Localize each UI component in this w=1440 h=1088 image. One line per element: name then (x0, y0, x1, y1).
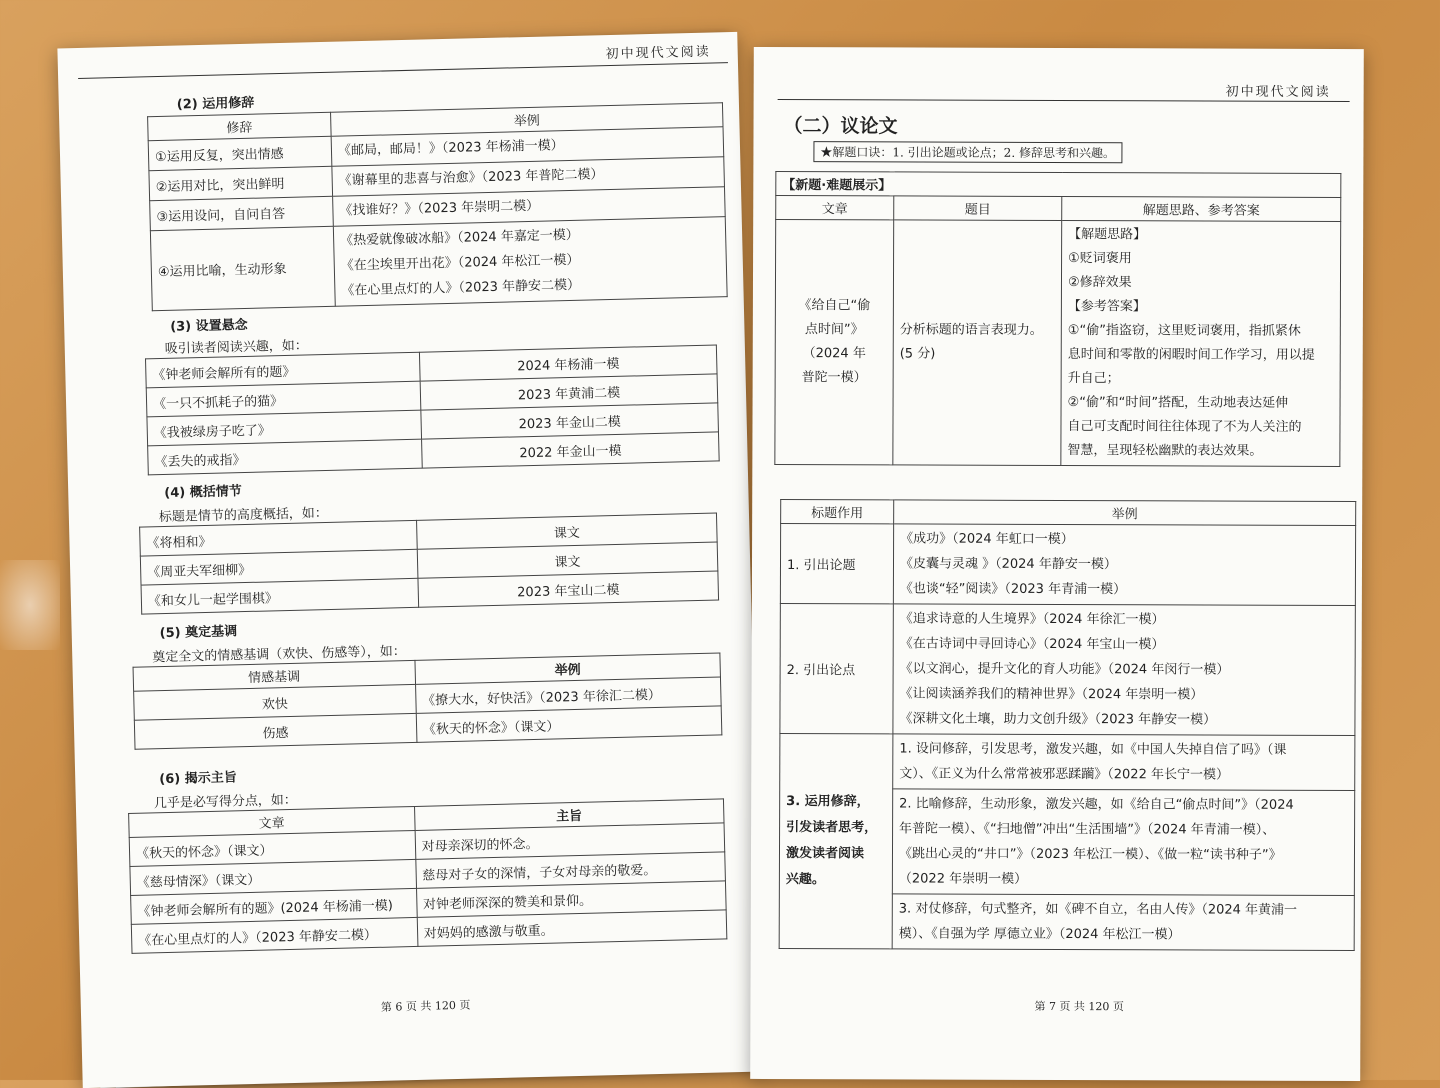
text-line: 自己可支配时间往往体现了不为人关注的 (1067, 419, 1302, 435)
answer-cell (1061, 221, 1341, 467)
table-reflection (0, 560, 60, 650)
text-line: ①贬词褒用 (1068, 251, 1132, 267)
cell-right: 2023 年金山二模 (421, 403, 719, 439)
device-cell: ①运用反复，突出情感 (148, 136, 332, 170)
section-title: (4) 概括情节 (164, 484, 242, 501)
cell-right: 对母亲深切的怀念。 (415, 823, 725, 860)
new-problem-table (774, 171, 1341, 467)
cell-left: 欢快 (134, 684, 416, 720)
example-line: 《谢幕里的悲喜与治愈》（2023 年普陀二模） (338, 167, 604, 189)
text-line: 息时间和零散的闲暇时间工作学习，用以提 (1067, 347, 1315, 363)
cell-right: 2022 年金山一模 (422, 432, 720, 468)
header-cell: 题目 (894, 196, 1062, 221)
running-head: 初中现代文阅读 (605, 44, 711, 63)
text-line: 智慧，呈现轻松幽默的表达效果。 (1067, 443, 1263, 459)
header-cell: 举例 (331, 103, 723, 137)
function-label: 1. 引出论题 (780, 524, 893, 604)
device-cell: ③运用设问，自问自答 (150, 196, 334, 230)
title-function-table (779, 499, 1357, 951)
examples-cell (893, 524, 1355, 606)
example-line: 《邮局，邮局！》（2023 年杨浦一模） (337, 138, 564, 159)
example-line: 《在尘埃里开出花》（2024 年松江一模） (340, 252, 580, 274)
article-cell (775, 220, 894, 465)
device-cell: ④运用比喻，生动形象 (150, 226, 335, 310)
function-row (780, 524, 1355, 606)
cell-left: 《在心里点灯的人》（2023 年静安二模） (131, 917, 417, 953)
cell-left: 《将相和》 (140, 520, 418, 556)
cell-left: 《我被绿房子吃了》 (147, 410, 422, 446)
page-footer: 第 6 页 共 120 页 (380, 998, 471, 1014)
cell-right: 课文 (417, 542, 718, 578)
section-intro: 标题是情节的高度概括，如： (158, 505, 329, 526)
section-title: (2) 运用修辞 (176, 95, 255, 113)
example-line: 《皮囊与灵魂 》（2024 年静安一模） (899, 556, 1117, 573)
item-line: （2022 年崇明一模） (898, 871, 1028, 887)
example-line: 《找谁好？》（2023 年崇明二模） (339, 198, 540, 219)
header-cell: 标题作用 (781, 500, 894, 524)
header-cell: 情感基调 (133, 660, 415, 691)
example-line: 《热爱就像破冰船》（2024 年嘉定一模） (340, 227, 580, 249)
text-line: 【解题思路】 (1068, 227, 1147, 243)
section-title: (5) 奠定基调 (159, 624, 238, 642)
cell-right: 对妈妈的感激与敬重。 (417, 910, 727, 947)
example-line: 《追求诗意的人生境界》（2024 年徐汇一模） (899, 611, 1165, 628)
example-line: 《也谈“轻”阅读》（2023 年青浦一模） (899, 581, 1127, 598)
item-line: 年普陀一模）、《“扫地僧”冲出“生活围墙”》（2024 年青浦一模）、 (899, 821, 1276, 838)
header-cell: 解题思路、参考答案 (1062, 197, 1341, 222)
suspense-table (145, 344, 720, 475)
cell-right: 课文 (416, 513, 717, 549)
header-cell: 举例 (894, 500, 1356, 526)
device-cell: ②运用对比，突出鲜明 (149, 166, 333, 200)
function-label: 2. 引出论点 (780, 604, 893, 734)
cell-right: 2023 年黄浦二模 (420, 374, 718, 410)
cell-left: 《慈母情深》（课文） (130, 859, 416, 895)
page-footer: 第 7 页 共 120 页 (1034, 999, 1124, 1014)
example-line: 《在心里点灯的人》（2023 年静安二模） (341, 277, 581, 299)
text-line: 点时间”》 (804, 322, 864, 338)
right-page (750, 47, 1364, 1081)
cell-left: 伤感 (134, 713, 416, 749)
rhetoric-label (779, 734, 893, 949)
item-line: 《跳出心灵的“井口”》（2023 年松江一模）、《做一粒“读书种子”》 (898, 846, 1282, 863)
header-cell: 修辞 (148, 112, 332, 140)
label-line: 兴趣。 (785, 872, 825, 888)
section-title: (6) 揭示主旨 (159, 770, 237, 788)
plot-table (139, 512, 719, 614)
text-line: （2024 年 (802, 346, 866, 362)
text-line: ②修辞效果 (1067, 275, 1132, 291)
cell-right: 《撩大水，好快活》（2023 年徐汇二模） (415, 677, 721, 713)
section-intro: 几乎是必写得分点，如： (153, 792, 298, 812)
cell-right: 慈母对子女的深情，子女对母亲的敬爱。 (415, 852, 725, 889)
solving-tip: ★解题口诀：1. 引出论题或论点；2. 修辞思考和兴趣。 (813, 141, 1122, 163)
header-cell: 举例 (415, 653, 721, 684)
running-head: 初中现代文阅读 (1225, 84, 1331, 100)
rhetoric-item (893, 734, 1355, 791)
header-cell: 文章 (776, 196, 894, 220)
section-intro: 吸引读者阅读兴趣，如： (164, 338, 308, 357)
section-title: (3) 设置悬念 (170, 317, 248, 335)
item-line: 3. 对仗修辞，句式整齐，如《碑不自立，名由人传》（2024 年黄浦一 (898, 901, 1298, 918)
cell-left: 《钟老师会解所有的题》 (146, 352, 421, 388)
text-line: (5 分) (899, 346, 936, 362)
example-line: 《成功》（2024 年虹口一模） (900, 531, 1074, 548)
left-page (57, 32, 762, 1088)
cell-left: 《丢失的戒指》 (148, 439, 423, 475)
text-line: 分析标题的语言表现力。 (899, 322, 1043, 338)
table-title: 【新题·难题展示】 (776, 172, 1341, 198)
cell-left: 《和女儿一起学围棋》 (141, 578, 419, 614)
example-line: 《深耕文化土壤，助力文创升级》（2023 年静安一模） (899, 711, 1217, 728)
cell-right: 2023 年宝山二模 (418, 571, 719, 607)
label-line: 引发读者思考， (786, 820, 878, 836)
item-line: 模）、《自强为学 厚德立业》（2024 年松江一模） (898, 926, 1181, 943)
text-line: 普陀一模） (801, 370, 867, 386)
rhetoric-item (892, 894, 1354, 951)
cell-left: 《秋天的怀念》（课文） (129, 830, 415, 866)
rhetoric-row (780, 734, 1355, 791)
tone-table (133, 652, 723, 749)
header-cell: 主旨 (414, 799, 724, 831)
example-line: 《让阅读涵养我们的精神世界》（2024 年崇明一模） (899, 686, 1204, 703)
header-rule (78, 62, 728, 79)
table-header (776, 196, 1341, 222)
item-line: 2. 比喻修辞，生动形象，激发兴趣，如《给自己“偷点时间”》（2024 (899, 796, 1294, 813)
text-line: 【参考答案】 (1067, 299, 1146, 315)
rhetoric-table (147, 102, 728, 311)
rhetoric-item (892, 789, 1354, 896)
text-line: 《给自己“偷 (798, 298, 871, 314)
theme-table (128, 798, 727, 954)
item-line: 文）、《正义为什么常常被邪恶蹂躏》（2022 年长宁一模） (899, 766, 1230, 783)
cell-left: 《一只不抓耗子的猫》 (146, 381, 421, 417)
question-cell (893, 220, 1062, 466)
header-cell: 文章 (129, 806, 415, 837)
cell-right: 对钟老师深深的赞美和景仰。 (416, 881, 726, 918)
label-line: 激发读者阅读 (785, 846, 865, 862)
function-row (780, 604, 1355, 736)
table-header (781, 500, 1356, 526)
example-line: 《在古诗词中寻回诗心》（2024 年宝山一模） (899, 636, 1165, 653)
section-intro: 奠定全文的情感基调（欢快、伤感等），如： (152, 644, 406, 666)
example-line: 《以文润心，提升文化的育人功能》（2024 年闵行一模） (899, 661, 1230, 678)
cell-right: 2024 年杨浦一模 (420, 345, 718, 381)
table-row (150, 217, 727, 311)
examples-cell (333, 217, 727, 307)
cell-left: 《周亚夫军细柳》 (140, 549, 418, 585)
item-line: 1. 设问修辞，引发思考，激发兴趣，如《中国人失掉自信了吗》（课 (899, 741, 1287, 758)
problem-row (775, 220, 1341, 467)
table-title-row (776, 172, 1341, 198)
label-line: 3. 运用修辞， (786, 794, 870, 810)
text-line: 升自己； (1067, 371, 1120, 387)
section-heading: （二）议论文 (783, 115, 898, 138)
examples-cell (893, 604, 1355, 736)
text-line: ①“偷”指盗窃，这里贬词褒用，指抓紧休 (1067, 323, 1301, 339)
text-line: ②“偷”和“时间”搭配，生动地表达延伸 (1067, 395, 1289, 411)
cell-right: 《秋天的怀念》（课文） (416, 706, 722, 742)
cell-left: 《钟老师会解所有的题》(2024 年杨浦一模) (131, 888, 417, 924)
